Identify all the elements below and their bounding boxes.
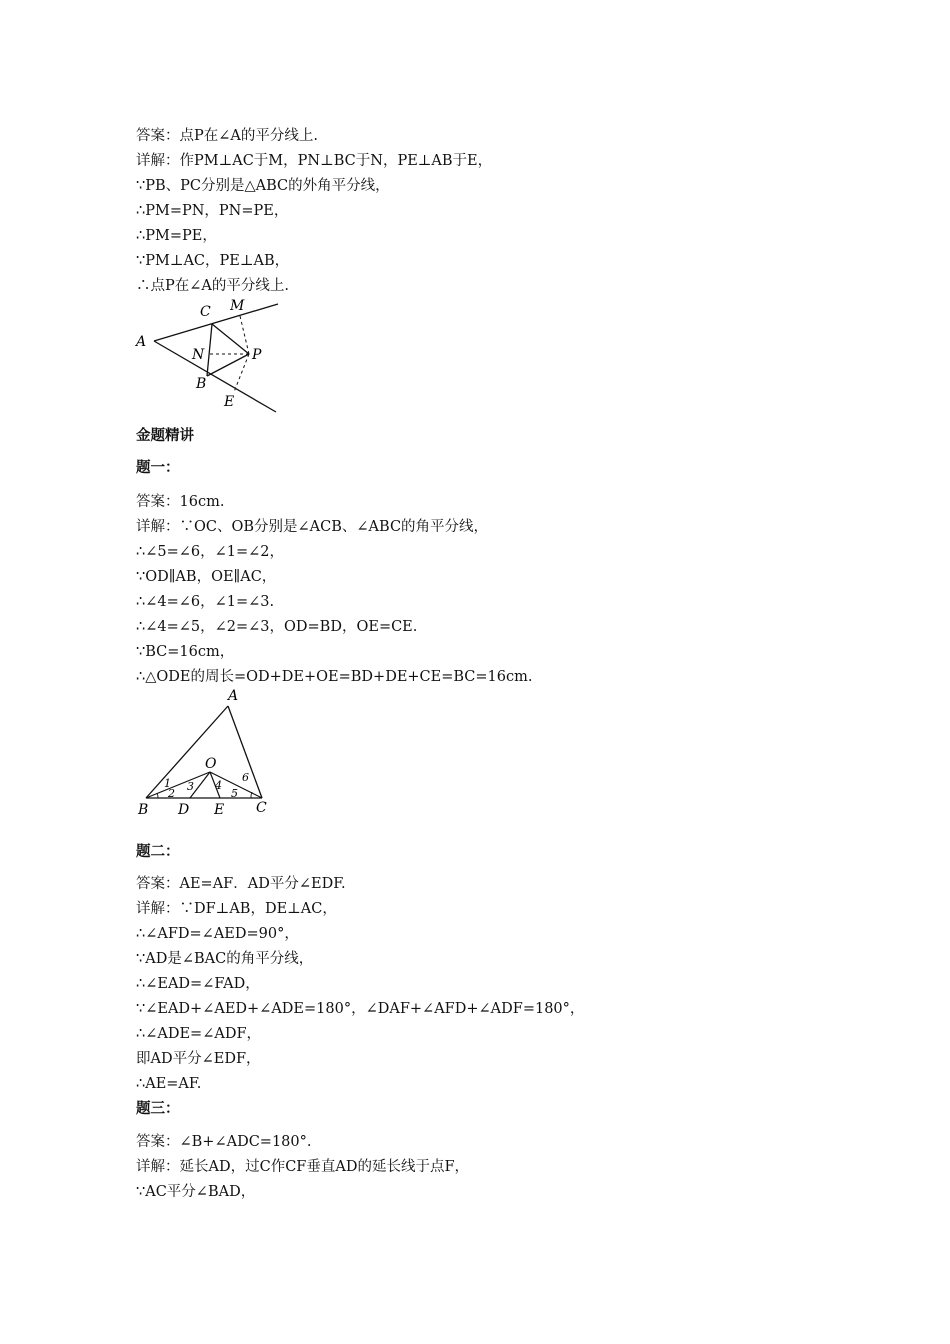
- explanation-line: ∵∠EAD+∠AED+∠ADE=180°，∠DAF+∠AFD+∠ADF=180°，: [136, 1001, 585, 1017]
- explanation-line: ∴∠ADE=∠ADF，: [136, 1026, 262, 1042]
- explanation-line: ∴∠5=∠6，∠1=∠2，: [136, 544, 285, 560]
- label-e: E: [214, 802, 225, 818]
- label-e: E: [224, 394, 235, 410]
- explanation-line: 详解：∵DF⊥AB，DE⊥AC，: [136, 901, 337, 917]
- label-d: D: [178, 802, 190, 818]
- explanation-line: 即AD平分∠EDF，: [136, 1051, 261, 1067]
- label-p: P: [252, 347, 262, 363]
- label-a: A: [136, 334, 147, 350]
- label-o: O: [205, 756, 217, 772]
- answer-line: 答案：16cm.: [136, 494, 225, 510]
- label-b: B: [196, 376, 207, 392]
- explanation-line: ∴∠AFD=∠AED=90°，: [136, 926, 299, 942]
- explanation-line: ∴PM=PE，: [136, 228, 217, 244]
- angle-label-6: 6: [242, 771, 249, 784]
- answer-line: 答案：点P在∠A的平分线上.: [136, 128, 318, 144]
- explanation-line: ∵OD∥AB，OE∥AC，: [136, 569, 277, 585]
- explanation-line: ∴∠4=∠6，∠1=∠3.: [136, 594, 275, 610]
- label-c: C: [200, 304, 211, 320]
- label-c: C: [256, 800, 267, 816]
- answer-line: 答案：AE=AF．AD平分∠EDF.: [136, 876, 346, 892]
- section-title-gold: 金题精讲: [136, 428, 194, 444]
- figure-angle-bisector-p: [130, 296, 290, 416]
- explanation-line: ∵AD是∠BAC的角平分线，: [136, 951, 314, 967]
- explanation-line: ∵AC平分∠BAD，: [136, 1184, 256, 1200]
- explanation-line: ∴AE=AF.: [136, 1076, 202, 1092]
- problem-3-title: 题三：: [136, 1101, 180, 1117]
- explanation-line: 详解：作PM⊥AC于M，PN⊥BC于N，PE⊥AB于E，: [136, 153, 493, 169]
- label-b: B: [138, 802, 149, 818]
- angle-label-5: 5: [231, 787, 238, 800]
- angle-label-2: 2: [168, 787, 175, 800]
- explanation-line: ∴点P在∠A的平分线上.: [136, 278, 289, 294]
- explanation-line: ∴∠4=∠5，∠2=∠3，OD=BD，OE=CE.: [136, 619, 418, 635]
- explanation-line: ∵PM⊥AC，PE⊥AB，: [136, 253, 290, 269]
- label-a: A: [228, 688, 239, 704]
- label-m: M: [230, 298, 245, 314]
- explanation-line: ∴∠EAD=∠FAD，: [136, 976, 260, 992]
- figure-triangle-ode: [130, 686, 280, 821]
- answer-line: 答案：∠B+∠ADC=180°.: [136, 1134, 312, 1150]
- problem-1-title: 题一：: [136, 460, 180, 476]
- explanation-line: ∵PB、PC分别是△ABC的外角平分线，: [136, 178, 390, 194]
- explanation-line: ∴PM=PN，PN=PE，: [136, 203, 289, 219]
- explanation-line: 详解：延长AD，过C作CF垂直AD的延长线于点F，: [136, 1159, 470, 1175]
- angle-label-3: 3: [187, 780, 194, 793]
- explanation-line: 详解：∵OC、OB分别是∠ACB、∠ABC的角平分线，: [136, 519, 489, 535]
- problem-2-title: 题二：: [136, 844, 180, 860]
- angle-label-1: 1: [164, 777, 171, 790]
- angle-label-4: 4: [215, 779, 222, 792]
- label-n: N: [192, 347, 205, 363]
- explanation-line: ∵BC=16cm，: [136, 644, 235, 660]
- explanation-line: ∴△ODE的周长=OD+DE+OE=BD+DE+CE=BC=16cm.: [136, 669, 533, 685]
